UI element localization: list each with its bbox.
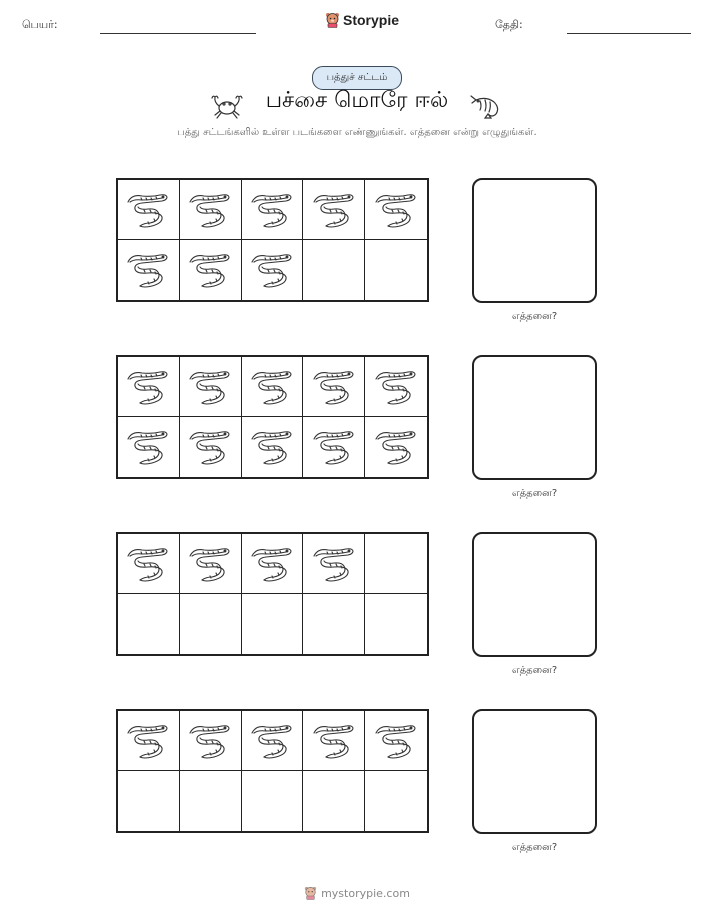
shrimp-icon (470, 94, 504, 120)
ten-frame-cell (242, 594, 304, 654)
instructions: பத்து சட்டங்களில் உள்ள படங்களை எண்ணுங்கள். எத்தனை என்று எழுதுங்கள். (177, 127, 537, 138)
ten-frame-cell (242, 180, 304, 240)
ten-frame-cell (303, 180, 365, 240)
eel-icon (250, 367, 294, 407)
ten-frame (116, 178, 429, 302)
ten-frame-cell (180, 711, 242, 771)
eel-icon (374, 721, 418, 761)
date-label: தேதி: (495, 18, 523, 31)
eel-icon (188, 427, 232, 467)
ten-frame-cell (118, 771, 180, 831)
eel-icon (312, 367, 356, 407)
eel-icon (374, 190, 418, 230)
answer-box[interactable] (472, 355, 597, 480)
eel-icon (312, 427, 356, 467)
ten-frame-cell (118, 417, 180, 477)
eel-icon (126, 544, 170, 584)
ten-frame-cell (118, 594, 180, 654)
ten-frame-cell (303, 357, 365, 417)
ten-frame-cell (303, 711, 365, 771)
footer-url: mystorypie.com (321, 886, 410, 900)
ten-frame-cell (365, 771, 427, 831)
eel-icon (188, 190, 232, 230)
answer-label: எத்தனை? (511, 665, 558, 676)
answer-label: எத்தனை? (511, 311, 558, 322)
eel-icon (188, 367, 232, 407)
eel-icon (250, 721, 294, 761)
name-label: பெயர்: (22, 18, 58, 31)
ten-frame-cell (118, 180, 180, 240)
ten-frame-cell (180, 180, 242, 240)
brand-logo (325, 12, 399, 28)
ten-frame-cell (180, 594, 242, 654)
eel-icon (126, 427, 170, 467)
ten-frame-cell (180, 534, 242, 594)
topic-badge: பத்துச் சட்டம் (312, 66, 402, 90)
eel-icon (250, 190, 294, 230)
ten-frame-cell (242, 417, 304, 477)
eel-icon (250, 544, 294, 584)
ten-frame (116, 532, 429, 656)
brand-name: Storypie (343, 12, 400, 28)
eel-icon (126, 250, 170, 290)
eel-icon (126, 721, 170, 761)
ten-frame-cell (365, 594, 427, 654)
answer-label: எத்தனை? (511, 842, 558, 853)
name-line[interactable] (100, 33, 256, 34)
eel-icon (188, 721, 232, 761)
ten-frame-cell (365, 534, 427, 594)
ten-frame-cell (242, 240, 304, 300)
ten-frame-cell (180, 771, 242, 831)
eel-icon (188, 250, 232, 290)
eel-icon (374, 367, 418, 407)
ten-frame-cell (303, 240, 365, 300)
footer (0, 886, 714, 900)
ten-frame-cell (365, 357, 427, 417)
ten-frame-cell (118, 711, 180, 771)
ten-frame-cell (180, 240, 242, 300)
ten-frame-cell (180, 417, 242, 477)
worksheet-title: பச்சை மொரே ஈல் (265, 88, 449, 113)
ten-frame-cell (118, 357, 180, 417)
ten-frame-cell (365, 240, 427, 300)
date-line[interactable] (567, 33, 691, 34)
ten-frame-cell (180, 357, 242, 417)
answer-box[interactable] (472, 709, 597, 834)
ten-frame-cell (303, 594, 365, 654)
ten-frame (116, 355, 429, 479)
eel-icon (312, 544, 356, 584)
ten-frame-cell (242, 711, 304, 771)
ten-frame (116, 709, 429, 833)
eel-icon (126, 190, 170, 230)
ten-frame-cell (303, 771, 365, 831)
eel-icon (312, 721, 356, 761)
ten-frame-cell (303, 534, 365, 594)
ten-frame-cell (303, 417, 365, 477)
eel-icon (126, 367, 170, 407)
ten-frame-cell (118, 240, 180, 300)
eel-icon (250, 250, 294, 290)
bear-logo-icon (325, 12, 340, 28)
answer-box[interactable] (472, 178, 597, 303)
answer-label: எத்தனை? (511, 488, 558, 499)
eel-icon (312, 190, 356, 230)
ten-frame-cell (242, 534, 304, 594)
answer-box[interactable] (472, 532, 597, 657)
ten-frame-cell (242, 357, 304, 417)
eel-icon (250, 427, 294, 467)
eel-icon (188, 544, 232, 584)
eel-icon (374, 427, 418, 467)
ten-frame-cell (365, 711, 427, 771)
ten-frame-cell (365, 180, 427, 240)
ten-frame-cell (365, 417, 427, 477)
ten-frame-cell (118, 534, 180, 594)
bear-logo-icon (304, 886, 317, 900)
ten-frame-cell (242, 771, 304, 831)
